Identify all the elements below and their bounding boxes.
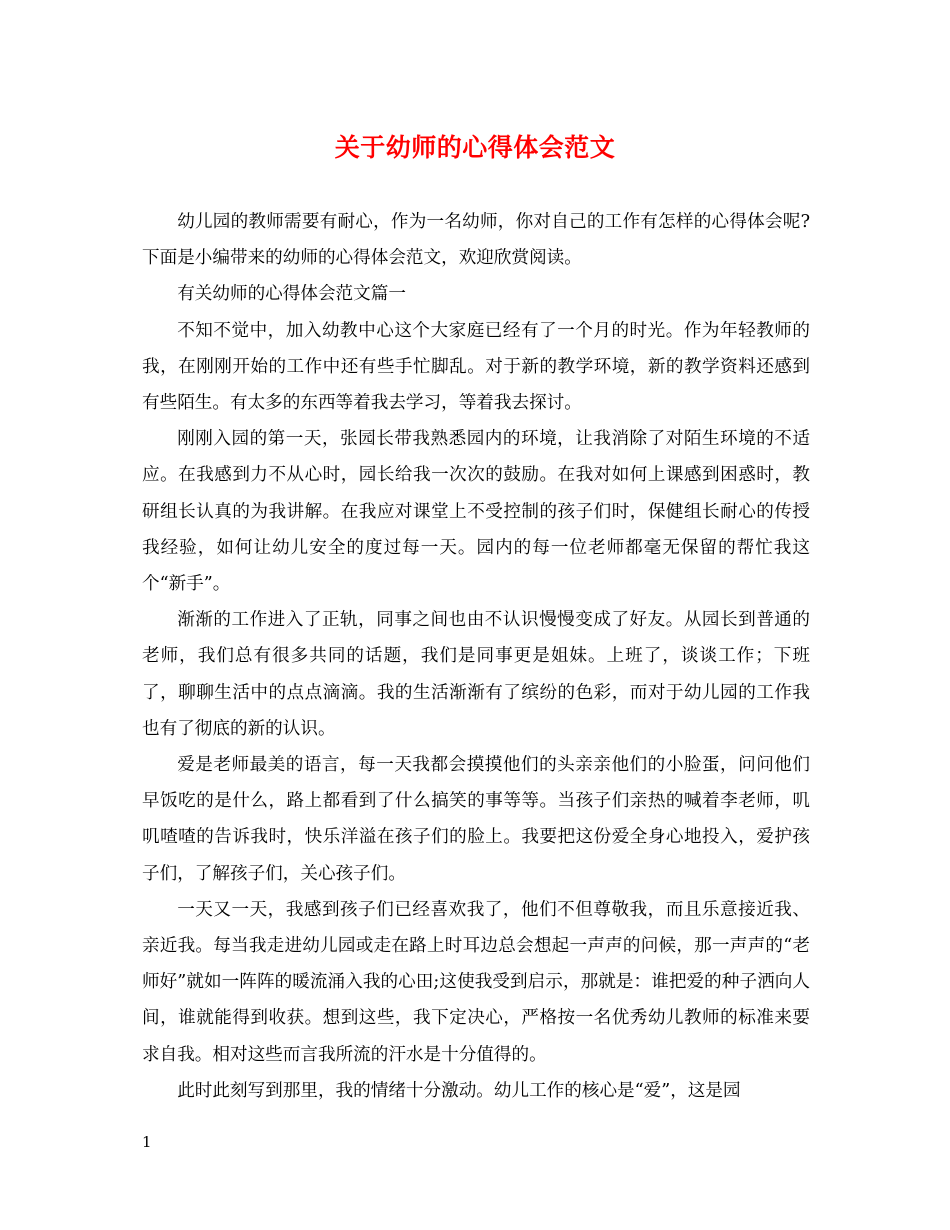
section-heading: 有关幼师的心得体会范文篇一: [177, 284, 406, 305]
body-paragraph: 渐渐的工作进入了正轨，同事之间也由不认识慢慢变成了好友。从园长到普通的老师，我们总有很多共同的话题，我们是同事更是姐妹。上班了，谈谈工作；下班了，聊聊生活中的点点滴滴。我的生活渐渐有了缤纷的色彩，而对于幼儿园的工作我也有了彻底的新的认识。: [142, 610, 810, 739]
body-paragraph: 一天又一天，我感到孩子们已经喜欢我了，他们不但尊敬我，而且乐意接近我、亲近我。每当我走进幼儿园或走在路上时耳边总会想起一声声的问候，那一声声的“老师好”就如一阵阵的暖流涌入我的心田;这使我受到启示，那就是：谁把爱的种子洒向人间，谁就能得到收获。想到这些，我下定决心，严格按一名优秀幼儿教师的标准来要求自我。相对这些而言我所流的汗水是十分值得的。: [142, 899, 810, 1065]
body-paragraph: 刚刚入园的第一天，张园长带我熟悉园内的环境，让我消除了对陌生环境的不适应。在我感到力不从心时，园长给我一次次的鼓励。在我对如何上课感到困惑时，教研组长认真的为我讲解。在我应对课堂上不受控制的孩子们时，保健组长耐心的传授我经验，如何让幼儿安全的度过每一天。园内的每一位老师都毫无保留的帮忙我这个“新手”。: [142, 429, 810, 595]
body-paragraph: 不知不觉中，加入幼教中心这个大家庭已经有了一个月的时光。作为年轻教师的我，在刚刚开始的工作中还有些手忙脚乱。对于新的教学环境，新的教学资料还感到有些陌生。有太多的东西等着我去学习，等着我去探讨。: [142, 320, 810, 414]
document-title: 关于幼师的心得体会范文: [334, 133, 616, 162]
page-number: 1: [142, 1133, 152, 1151]
body-paragraph: 此时此刻写到那里，我的情绪十分激动。幼儿工作的核心是“爱”，这是园: [177, 1080, 741, 1101]
document-body: [142, 204, 810, 1109]
intro-paragraph: 幼儿园的教师需要有耐心，作为一名幼师，你对自己的工作有怎样的心得体会呢?下面是小编带来的幼师的心得体会范文，欢迎欣赏阅读。: [142, 212, 810, 269]
body-paragraph: 爱是老师最美的语言，每一天我都会摸摸他们的头亲亲他们的小脸蛋，问问他们早饭吃的是什么，路上都看到了什么搞笑的事等等。当孩子们亲热的喊着李老师，叽叽喳喳的告诉我时，快乐洋溢在孩子们的脸上。我要把这份爱全身心地投入，爱护孩子们，了解孩子们，关心孩子们。: [142, 755, 810, 884]
